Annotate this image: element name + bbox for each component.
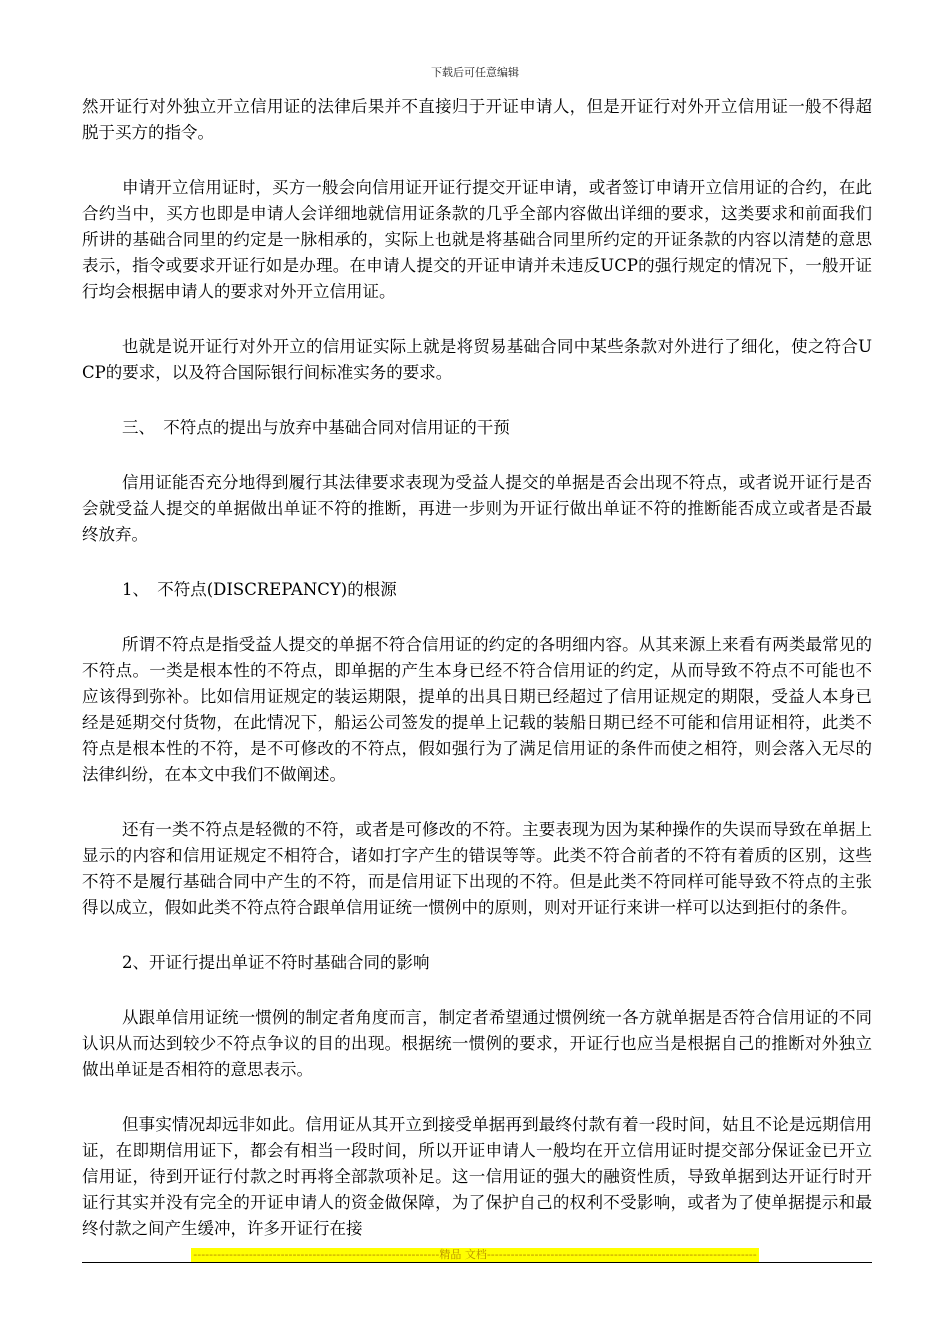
paragraph: 还有一类不符点是轻微的不符，或者是可修改的不符。主要表现为因为某种操作的失误而导致在单据上显示的内容和信用证规定不相符合，诸如打字产生的错误等等。此类不符合前者的不符有着质的区别，这些不符不是履行基础合同中产生的不符，而是信用证下出现的不符。但是此类不符同样可能导致不符点的主张得以成立，假如此类不符点符合跟单信用证统一惯例中的原则，则对开证行来讲一样可以达到拒付的条件。 (82, 820, 872, 917)
paragraph: 所谓不符点是指受益人提交的单据不符合信用证的约定的各明细内容。从其来源上来看有两类最常见的不符点。一类是根本性的不符点，即单据的产生本身已经不符合信用证的约定，从而导致不符点不可能也不应该得到弥补。比如信用证规定的装运期限，提单的出具日期已经超过了信用证规定的期限，受益人本身已经是延期交付货物，在此情况下，船运公司签发的提单上记载的装船日期已经不可能和信用证相符，此类不符点是根本性的不符，是不可修改的不符点，假如强行为了满足信用证的条件而使之相符，则会落入无尽的法律纠纷，在本文中我们不做阐述。 (82, 635, 872, 784)
footer-divider (82, 1262, 872, 1263)
page-header: 下载后可任意编辑 (431, 66, 519, 79)
document-body (82, 94, 872, 1271)
paragraph-continuation: 然开证行对外独立开立信用证的法律后果并不直接归于开证申请人，但是开证行对外开立信用证一般不得超脱于买方的指令。 (82, 97, 872, 142)
paragraph: 也就是说开证行对外开立的信用证实际上就是将贸易基础合同中某些条款对外进行了细化，使之符合UCP的要求，以及符合国际银行间标准实务的要求。 (82, 337, 872, 382)
section-heading: 三、 不符点的提出与放弃中基础合同对信用证的干预 (122, 418, 510, 437)
page-footer (0, 1243, 950, 1262)
subsection-heading: 1、 不符点(DISCREPANCY)的根源 (122, 580, 397, 599)
paragraph: 信用证能否充分地得到履行其法律要求表现为受益人提交的单据是否会出现不符点，或者说开证行是否会就受益人提交的单据做出单证不符的推断，再进一步则为开证行做出单证不符的推断能否成立或者是否最终放弃。 (82, 473, 872, 544)
footer-watermark: --------------------------------------------------------------精品 文档-------------------------------------------------------------------- (193, 1248, 757, 1261)
paragraph: 但事实情况却远非如此。信用证从其开立到接受单据再到最终付款有着一段时间，姑且不论是远期信用证，在即期信用证下，都会有相当一段时间，所以开证申请人一般均在开立信用证时提交部分保证金已开立信用证，待到开证行付款之时再将全部款项补足。这一信用证的强大的融资性质，导致单据到达开证行时开证行其实并没有完全的开证申请人的资金做保障，为了保护自己的权利不受影响，或者为了使单据提示和最终付款之间产生缓冲，许多开证行在接 (82, 1115, 872, 1238)
subsection-heading: 2、开证行提出单证不符时基础合同的影响 (122, 953, 430, 972)
paragraph: 申请开立信用证时，买方一般会向信用证开证行提交开证申请，或者签订申请开立信用证的合约，在此合约当中，买方也即是申请人会详细地就信用证条款的几乎全部内容做出详细的要求，这类要求和前面我们所讲的基础合同里的约定是一脉相承的，实际上也就是将基础合同里所约定的开证条款的内容以清楚的意思表示，指令或要求开证行如是办理。在申请人提交的开证申请并未违反UCP的强行规定的情况下，一般开证行均会根据申请人的要求对外开立信用证。 (82, 178, 872, 301)
paragraph: 从跟单信用证统一惯例的制定者角度而言，制定者希望通过惯例统一各方就单据是否符合信用证的不同认识从而达到较少不符点争议的目的出现。根据统一惯例的要求，开证行也应当是根据自己的推断对外独立做出单证是否相符的意思表示。 (82, 1008, 872, 1079)
